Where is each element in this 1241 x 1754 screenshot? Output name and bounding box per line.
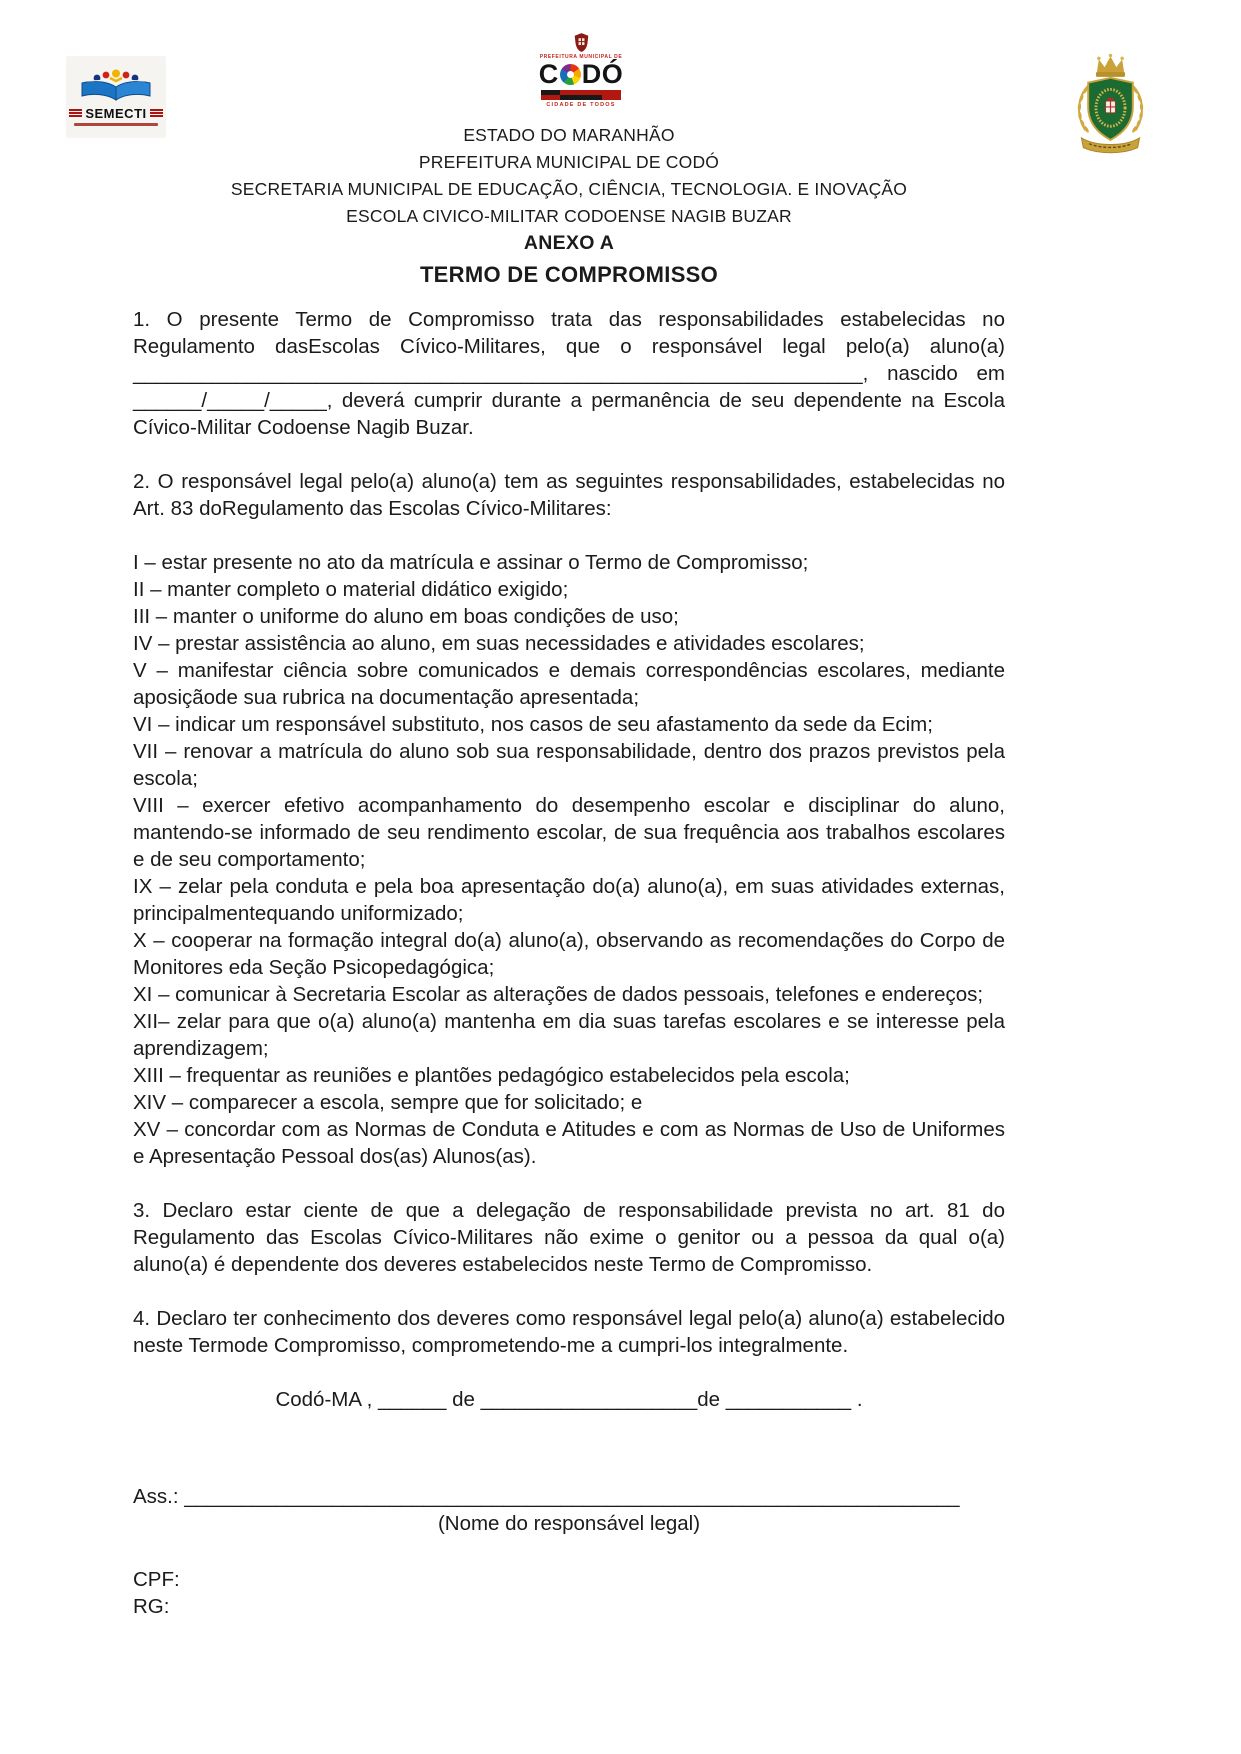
open-book-people-icon [74, 69, 158, 105]
header-line-prefeitura: PREFEITURA MUNICIPAL DE CODÓ [418, 152, 720, 172]
date-blank-line: Codó-MA , ______ de ___________________de ___________ . [275, 1388, 863, 1411]
list-item-V: V – manifestar ciência sobre comunicados e demais correspondências escolares, mediante aposiçãode sua rubrica na documentação apresentada; [133, 659, 1005, 709]
signature-blank-line: Ass.: ____________________________________________________________________ [133, 1485, 960, 1508]
list-item-XIII: XIII – frequentar as reuniões e plantões pedagógico estabelecidos pela escola; [133, 1064, 850, 1087]
list-item-IX: IX – zelar pela conduta e pela boa apresentação do(a) aluno(a), em suas atividades externas, principalmentequando uniformizado; [133, 875, 1005, 925]
codo-logo [536, 32, 626, 108]
codo-top-text: PREFEITURA MUNICIPAL DE [539, 54, 623, 60]
codo-letter-c: C [538, 59, 559, 89]
codo-letters-do: DÓ [581, 59, 624, 89]
cpf-label: CPF: [133, 1568, 180, 1591]
header-line-state: ESTADO DO MARANHÃO [463, 125, 675, 145]
semecti-logo [66, 56, 166, 138]
paragraph-4: 4. Declaro ter conhecimento dos deveres como responsável legal pelo(a) aluno(a) estabelecido neste Termode Compromisso, comprometendo-me a cumpri-los integralmente. [133, 1307, 1005, 1357]
signature-caption: (Nome do responsável legal) [437, 1512, 701, 1535]
codo-wordmark [539, 60, 624, 88]
responsibilities-list [133, 549, 1005, 1170]
stripe-left-icon [69, 109, 82, 117]
list-item-VIII: VIII – exercer efetivo acompanhamento do desempenho escolar e disciplinar do aluno, mantendo-se informado de seu rendimento escolar, de sua frequência aos trabalhos escolares e de seu comportamento; [133, 794, 1005, 871]
rg-label: RG: [133, 1595, 170, 1618]
header-line-escola: ESCOLA CIVICO-MILITAR CODOENSE NAGIB BUZAR [346, 206, 792, 226]
school-crest-icon [1062, 50, 1159, 158]
codo-flag-bar [541, 90, 621, 100]
school-crest-logo [1062, 50, 1159, 158]
list-item-II: II – manter completo o material didático exigido; [133, 578, 569, 601]
list-item-VI: VI – indicar um responsável substituto, nos casos de seu afastamento da sede da Ecim; [133, 713, 933, 736]
pinwheel-icon [560, 64, 581, 85]
list-item-VII: VII – renovar a matrícula do aluno sob sua responsabilidade, dentro dos prazos previstos pela escola; [133, 740, 1005, 790]
semecti-wordmark [69, 106, 162, 121]
list-item-III: III – manter o uniforme do aluno em boas condições de uso; [133, 605, 679, 628]
paragraph-3: 3. Declaro estar ciente de que a delegação de responsabilidade prevista no art. 81 do Regulamento das Escolas Cívico-Militares não exime o genitor ou a pessoa da qual o(a) aluno(a) é dependente dos deveres estabelecidos neste Termo de Compromisso. [133, 1199, 1005, 1276]
stripe-right-icon [150, 109, 163, 117]
list-item-XI: XI – comunicar à Secretaria Escolar as alterações de dados pessoais, telefones e endereços; [133, 983, 984, 1006]
list-item-X: X – cooperar na formação integral do(a) aluno(a), observando as recomendações do Corpo de Monitores eda Seção Psicopedagógica; [133, 929, 1005, 979]
paragraph-1: 1. O presente Termo de Compromisso trata das responsabilidades estabelecidas no Regulamento dasEscolas Cívico-Militares, que o responsável legal pelo(a) aluno(a) ________________________________________________________________, nascido em ______/_____/_____, deverá cumprir durante a permanência de seu dependente na Escola Cívico-Militar Codoense Nagib Buzar. [133, 308, 1005, 439]
header-line-secretaria: SECRETARIA MUNICIPAL DE EDUCAÇÃO, CIÊNCIA, TECNOLOGIA. E INOVAÇÃO [230, 179, 908, 199]
crown-icon [1097, 56, 1124, 72]
list-item-XIV: XIV – comparecer a escola, sempre que for solicitado; e [133, 1091, 643, 1114]
list-item-I: I – estar presente no ato da matrícula e assinar o Termo de Compromisso; [133, 551, 809, 574]
list-item-IV: IV – prestar assistência ao aluno, em suas necessidades e atividades escolares; [133, 632, 865, 655]
semecti-caption-line [74, 123, 158, 126]
list-item-XV: XV – concordar com as Normas de Conduta e Atitudes e com as Normas de Uso de Uniformes e Apresentação Pessoal dos(as) Alunos(as). [133, 1118, 1005, 1168]
paragraph-2: 2. O responsável legal pelo(a) aluno(a) tem as seguintes responsabilidades, estabelecidas no Art. 83 doRegulamento das Escolas Cívico-Militares: [133, 470, 1005, 520]
list-item-XII: XII– zelar para que o(a) aluno(a) mantenha em dia suas tarefas escolares e se interesse pela aprendizagem; [133, 1010, 1005, 1060]
codo-crest-icon [573, 32, 590, 53]
codo-slogan: CIDADE DE TODOS [546, 102, 616, 108]
semecti-name: SEMECTI [85, 105, 147, 121]
annex-label: ANEXO A [523, 232, 615, 254]
page-title: TERMO DE COMPROMISSO [419, 262, 719, 287]
